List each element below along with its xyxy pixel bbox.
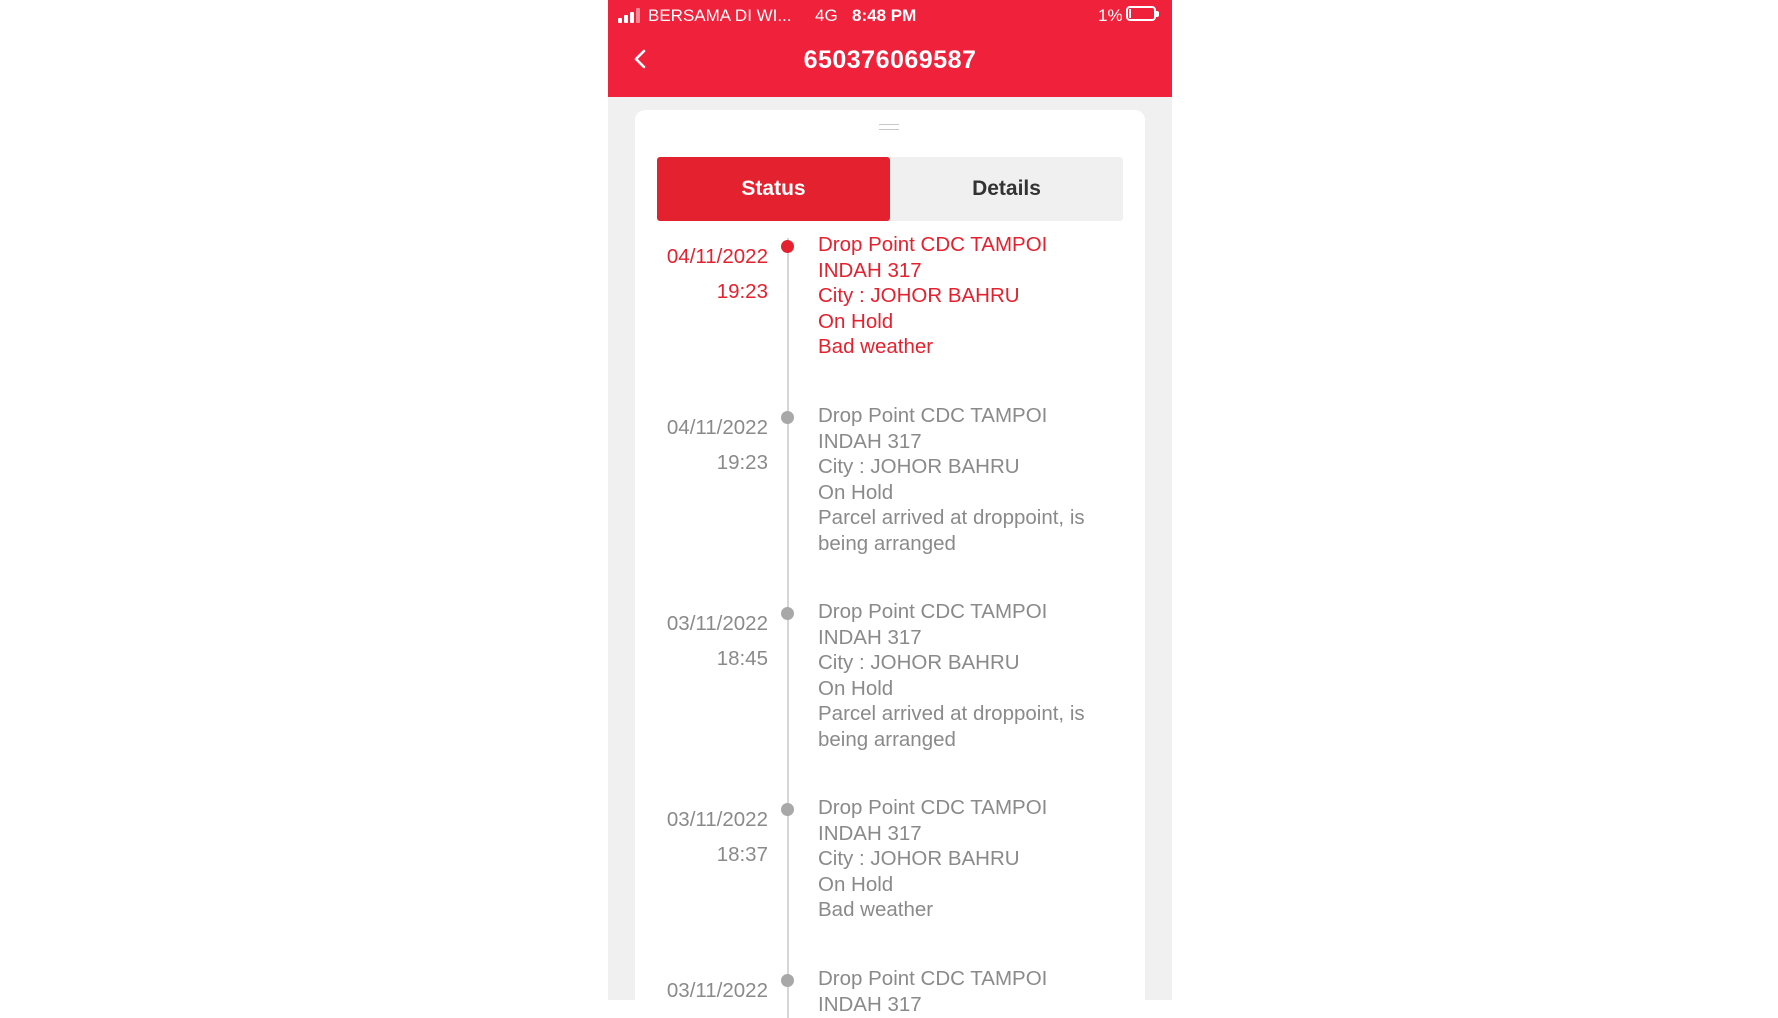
signal-bars-icon [618, 8, 640, 23]
entry-date: 04/11/2022 [666, 245, 768, 268]
entry-remark: Bad weather [818, 898, 934, 921]
entry-date: 04/11/2022 [666, 416, 768, 439]
entry-info [818, 232, 1118, 360]
entry-status: On Hold [818, 309, 894, 333]
entry-city: City : JOHOR BAHRU [818, 284, 1020, 307]
entry-time: 19:23 [716, 280, 768, 303]
entry-remark-cont: being arranged [818, 531, 956, 555]
entry-location: Drop Point CDC TAMPOI [818, 967, 1048, 990]
entry-info [818, 966, 1118, 1017]
tab-details[interactable]: Details [972, 177, 1041, 200]
entry-remark: Parcel arrived at droppoint, is [818, 702, 1085, 725]
entry-city: City : JOHOR BAHRU [818, 455, 1020, 478]
phone-screen [608, 0, 1172, 1016]
entry-location: Drop Point CDC TAMPOI [818, 600, 1048, 623]
status-time: 8:48 PM [852, 6, 917, 25]
entry-remark: Parcel arrived at droppoint, is [818, 506, 1085, 529]
entry-date: 03/11/2022 [666, 808, 768, 831]
entry-status: On Hold [818, 676, 894, 700]
timeline-dot [781, 974, 794, 987]
entry-time: 18:45 [716, 647, 768, 670]
timeline-line [787, 238, 789, 1018]
entry-location-detail: INDAH 317 [818, 821, 922, 845]
app-bar [608, 0, 1172, 97]
carrier-name: BERSAMA DI WI... [648, 6, 792, 25]
entry-location: Drop Point CDC TAMPOI [818, 796, 1048, 819]
battery-icon [1126, 6, 1156, 21]
entry-datetime [657, 606, 768, 676]
entry-datetime [657, 410, 768, 480]
page-title: 650376069587 [803, 46, 977, 74]
tab-bar [657, 157, 1123, 221]
entry-remark: Bad weather [818, 335, 934, 358]
entry-datetime [657, 973, 768, 1008]
timeline-dot [781, 803, 794, 816]
timeline-dot [781, 607, 794, 620]
entry-datetime [657, 802, 768, 872]
battery-percentage: 1% [1098, 6, 1123, 25]
timeline-dot [781, 411, 794, 424]
entry-city: City : JOHOR BAHRU [818, 651, 1020, 674]
entry-status: On Hold [818, 872, 894, 896]
entry-location-detail: INDAH 317 [818, 429, 922, 453]
drag-handle[interactable] [879, 124, 899, 130]
entry-date: 03/11/2022 [666, 979, 768, 1002]
entry-info [818, 403, 1118, 556]
tracking-sheet [635, 110, 1145, 1016]
entry-time: 19:23 [716, 451, 768, 474]
entry-date: 03/11/2022 [666, 612, 768, 635]
entry-datetime [657, 239, 768, 309]
entry-location: Drop Point CDC TAMPOI [818, 404, 1048, 427]
entry-location-detail: INDAH 317 [818, 992, 922, 1016]
entry-city: City : JOHOR BAHRU [818, 847, 1020, 870]
network-type: 4G [815, 6, 838, 25]
entry-time: 18:37 [716, 843, 768, 866]
entry-location-detail: INDAH 317 [818, 625, 922, 649]
entry-location-detail: INDAH 317 [818, 258, 922, 282]
status-bar [608, 0, 1172, 30]
tab-status[interactable]: Status [657, 157, 890, 221]
entry-location: Drop Point CDC TAMPOI [818, 233, 1048, 256]
timeline-dot [781, 240, 794, 253]
entry-remark-cont: being arranged [818, 727, 956, 751]
entry-info [818, 795, 1118, 923]
entry-status: On Hold [818, 480, 894, 504]
entry-info [818, 599, 1118, 752]
